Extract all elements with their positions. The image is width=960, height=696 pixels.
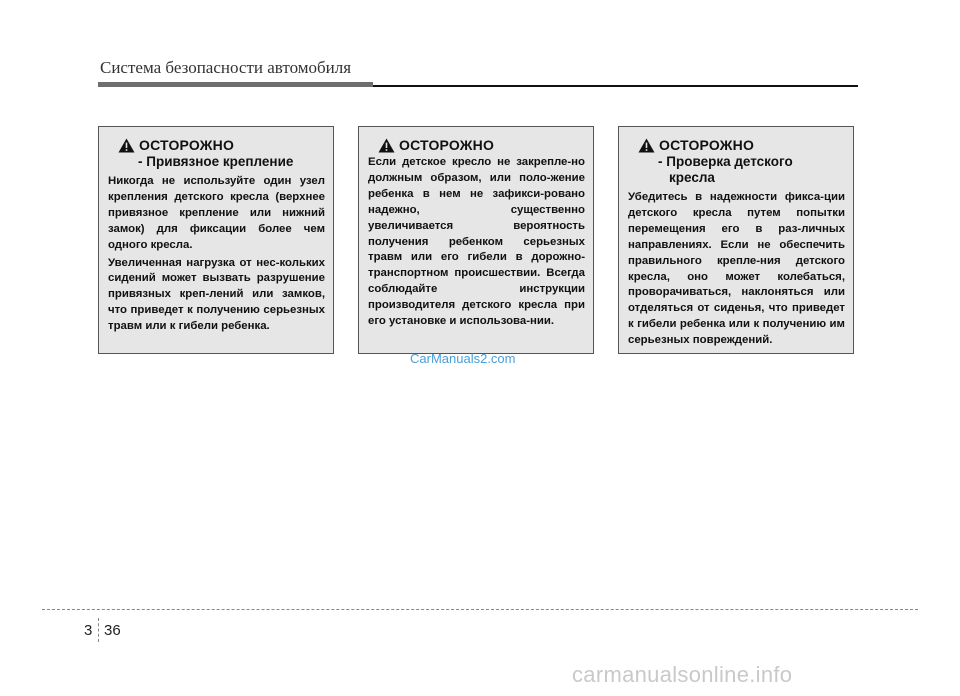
- footer-rule: [42, 609, 918, 610]
- warning-heading-row: [638, 137, 845, 153]
- warning-title: ОСТОРОЖНО: [139, 137, 235, 153]
- page-header-title: Система безопасности автомобиля: [100, 58, 352, 77]
- warning-paragraph: Если детское кресло не закрепле-но должным образом, или поло-жение ребенка в нем не зафикси-ровано надежно, существенно увеличивается вероятность получения ребенком серьезных травм или его гибели в дорожно-транспортном происшествии. Всегда соблюдайте инструкции производителя детского кресла при его установке и использова-нии.: [368, 156, 585, 328]
- section-number: 3: [84, 622, 93, 639]
- warning-subheading: [658, 154, 828, 186]
- warning-box-seat-check: [618, 126, 854, 354]
- warning-triangle-icon: [638, 138, 655, 153]
- warning-paragraph: Убедитесь в надежности фикса-ции детского кресла путем попытки перемещения его в раз-личных направлениях. Если не обеспечить правильного крепле-ния детского кресла, оно может колебаться, проворачиваться, наклоняться или отделяться от сиденья, что приведет к гибели ребенка или к получению им серьезных повреждений.: [628, 191, 845, 347]
- warning-subheading: - Привязное крепление: [138, 154, 294, 169]
- watermark-link[interactable]: CarManuals2.com: [410, 351, 516, 366]
- warning-heading-row: [118, 137, 325, 153]
- footer-site-watermark: carmanualsonline.info: [572, 662, 793, 687]
- warning-subheading-line: - Проверка детского: [658, 154, 793, 169]
- page-number-separator: [98, 618, 99, 642]
- warning-title: ОСТОРОЖНО: [399, 137, 495, 153]
- warning-heading-row: [378, 137, 585, 153]
- warning-paragraph: Увеличенная нагрузка от нес-кольких сидений может вызвать разрушение привязных креп-лений или замков, что приведет к получению серьезных травм или к гибели ребенка.: [108, 256, 325, 333]
- warning-subheading-line: кресла: [669, 170, 715, 185]
- warning-box-tether-anchor: [98, 126, 334, 354]
- warning-triangle-icon: [118, 138, 135, 153]
- header-rule-thin: [373, 85, 858, 87]
- page-number: 36: [104, 622, 121, 639]
- warning-paragraph: Никогда не используйте один узел крепления детского кресла (верхнее привязное крепление или нижний замок) для фиксации более чем одного кресла.: [108, 175, 325, 251]
- warning-title: ОСТОРОЖНО: [659, 137, 755, 153]
- header-rule-thick: [98, 82, 373, 87]
- warning-box-child-seat-fixation: [358, 126, 594, 354]
- warning-triangle-icon: [378, 138, 395, 153]
